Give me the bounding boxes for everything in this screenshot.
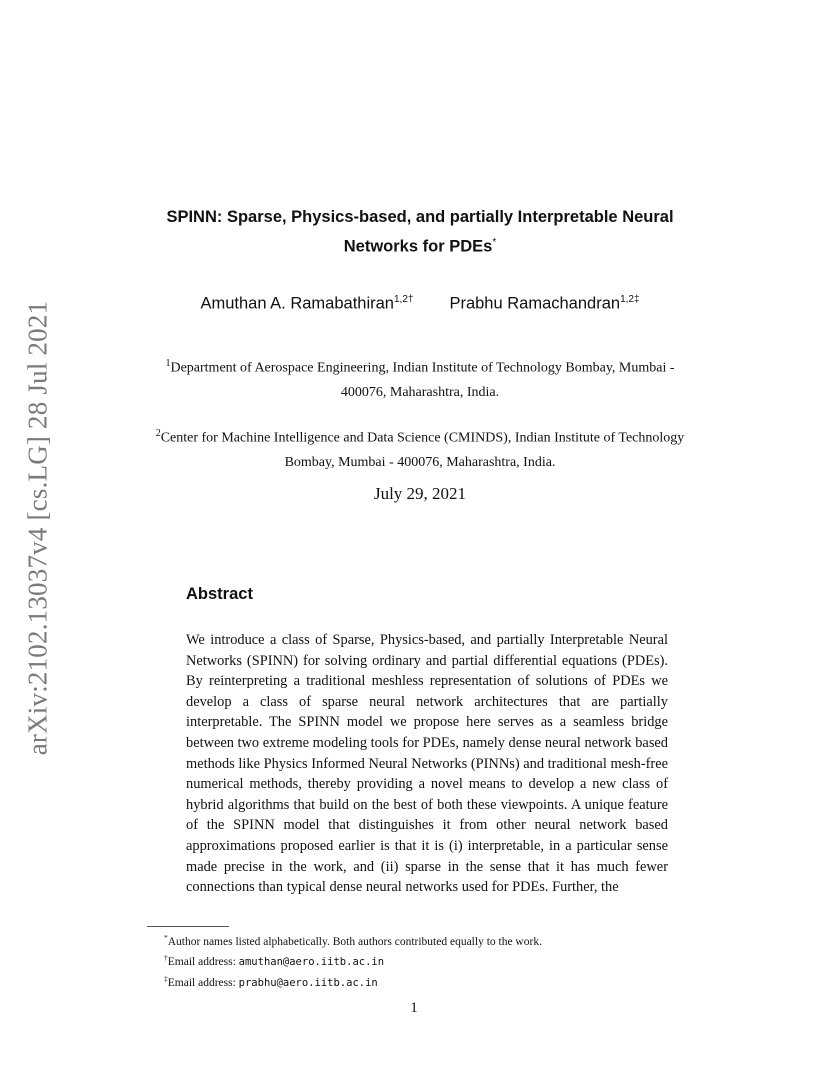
footnote-1 — [164, 930, 684, 950]
footnote-divider — [147, 926, 229, 927]
title-line-2-text: Networks for PDEs — [343, 237, 493, 256]
footnote-text: Email address: — [167, 956, 239, 969]
title-footnote-mark: * — [492, 237, 497, 248]
footnote-mark: † — [164, 953, 168, 963]
page-number: 1 — [410, 1000, 418, 1016]
footnotes — [164, 930, 684, 991]
author-2 — [449, 294, 639, 314]
abstract-heading: Abstract — [186, 585, 253, 603]
affiliation-mark: 1 — [165, 358, 171, 369]
paper-title — [120, 204, 720, 260]
affiliation-1 — [120, 352, 720, 405]
affiliation-text: Center for Machine Intelligence and Data Science (CMINDS), Indian Institute of Technology — [160, 430, 685, 446]
affiliation-text: Department of Aerospace Engineering, Indian Institute of Technology Bombay, Mumbai - — [170, 360, 675, 376]
footnote-email-link[interactable]: amuthan@aero.iitb.ac.in — [238, 956, 385, 969]
affiliation-line-2: 400076, Maharashtra, India. — [340, 384, 500, 400]
affiliation-mark: 2 — [155, 428, 161, 439]
footnote-3 — [164, 971, 684, 991]
affiliation-line-1 — [120, 422, 720, 451]
affiliation-2 — [120, 422, 720, 475]
author-name: Amuthan A. Ramabathiran — [200, 294, 394, 313]
arxiv-identifier-stamp: arXiv:2102.13037v4 [cs.LG] 28 Jul 2021 — [22, 300, 53, 756]
footnote-text: Author names listed alphabetically. Both authors contributed equally to the work. — [167, 935, 542, 948]
affiliation-line-1 — [120, 352, 720, 381]
footnote-email-link[interactable]: prabhu@aero.iitb.ac.in — [238, 976, 378, 989]
publication-date: July 29, 2021 — [373, 484, 467, 503]
footnote-mark: * — [164, 933, 168, 942]
abstract-body: We introduce a class of Sparse, Physics-based, and partially Interpretable Neural Networks (SPINN) for solving ordinary and partial differential equations (PDEs). By reinterpreting a traditional meshless representation of solutions of PDEs we develop a class of sparse neural network architectures that are partially interpretable. The SPINN model we propose here serves as a seamless bridge between two extreme modeling tools for PDEs, namely dense neural network based methods like Physics Informed Neural Networks (PINNs) and traditional mesh-free numerical methods, thereby providing a novel means to develop a new class of hybrid algorithms that build on the best of both these viewpoints. A unique feature of the SPINN model that distinguishes it from other neural network based approximations proposed earlier is that it is (i) interpretable, in a particular sense made precise in the work, and (ii) sparse in the sense that it has much fewer connections than typical dense neural networks used for PDEs. Further, the — [186, 632, 668, 896]
author-sup: 1,2† — [393, 294, 414, 305]
footnote-2 — [164, 950, 684, 970]
author-list — [120, 294, 720, 314]
footnote-text: Email address: — [167, 976, 239, 989]
author-name: Prabhu Ramachandran — [449, 294, 621, 313]
footnote-mark: ‡ — [164, 973, 168, 983]
affiliation-line-2: Bombay, Mumbai - 400076, Maharashtra, India. — [284, 454, 556, 470]
author-1 — [200, 294, 413, 314]
author-sup: 1,2‡ — [620, 294, 640, 305]
title-line-2 — [120, 230, 720, 260]
title-line-1: SPINN: Sparse, Physics-based, and partially Interpretable Neural — [166, 208, 674, 226]
